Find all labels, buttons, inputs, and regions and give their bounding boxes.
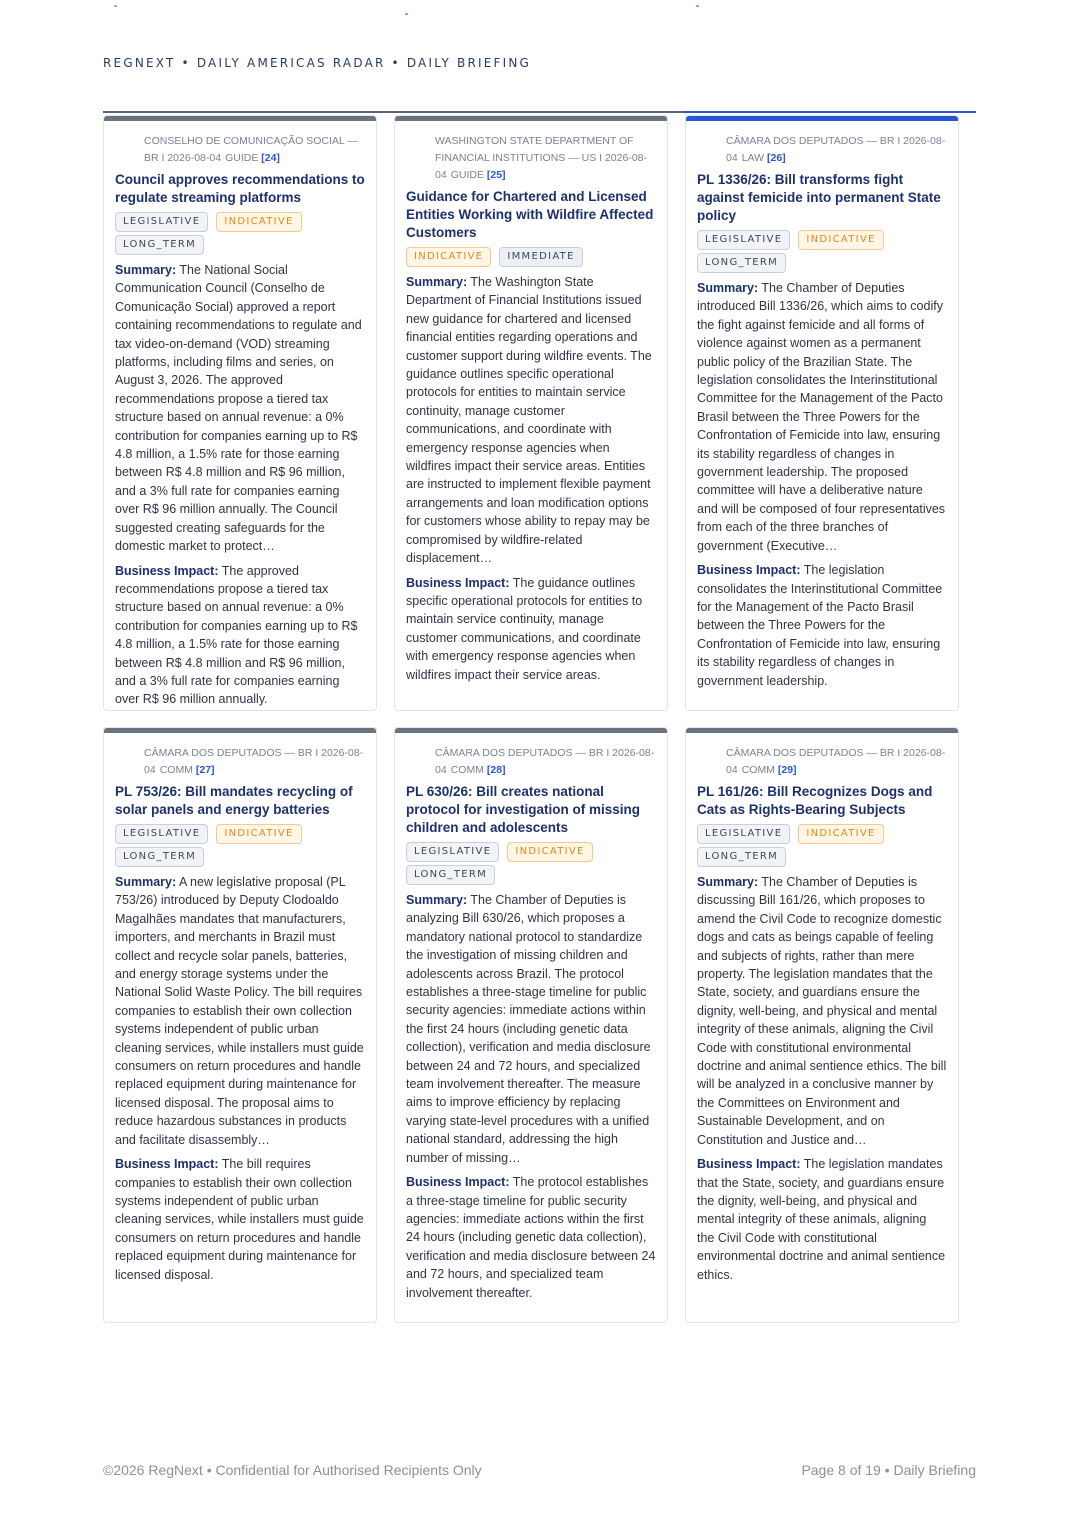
tag-legislative: LEGISLATIVE [406,842,499,862]
card-source-line [406,745,656,779]
tag-legislative: LEGISLATIVE [697,230,790,250]
impact-label: Business Impact: [115,563,219,578]
card-tags [406,247,636,267]
tag-long-term: LONG_TERM [697,847,786,867]
impact-text: The legislation mandates that the State, society, and guardians ensure the dignity, well-being, and physical and mental integrity of these animals, aligning the Civil Code with constitutional environmental doctrine and animal sentience ethics. [697,1157,946,1282]
card-source-line [697,745,947,779]
card-reference[interactable]: [27] [195,764,215,776]
summary-text: The Chamber of Deputies is analyzing Bill 630/26, which proposes a mandatory national protocol to standardize the investigation of missing children and adolescents across Brazil. The protocol establishes a three-stage timeline for public security agencies: immediate actions within the first 24 hours (including genetic data collection), verification and media disclosure between 24 and 72 hours, and specialized team involvement thereafter. The measure aims to improve efficiency by replacing varying state-level procedures with a unified national standard, addressing the high number of missing… [406,893,651,1165]
card-source-line [115,133,365,167]
summary-label: Summary: [406,275,468,289]
impact-label: Business Impact: [406,1175,510,1190]
card-type: COMM [450,764,484,776]
decorative-dot [696,5,699,7]
summary-label: Summary: [697,281,759,295]
briefing-card [103,115,377,711]
card-summary [406,891,656,1167]
impact-text: The bill requires companies to establish their own collection systems independent of public urban cleaning services, while installers must guide consumers on return procedures and handle replaced equipment during maintenance for licensed disposal. [115,1157,364,1282]
tag-long-term: LONG_TERM [115,235,204,255]
card-business-impact [697,1155,947,1284]
impact-label: Business Impact: [115,1157,219,1172]
card-business-impact [406,574,656,684]
card-summary [115,261,365,556]
card-business-impact [115,562,365,709]
impact-text: The protocol establishes a three-stage timeline for public security agencies: immediate actions within the first 24 hours (including genetic data collection), verification and media disclosure between 24 and 72 hours, and specialized team involvement thereafter. [406,1175,656,1300]
card-tags [697,824,927,867]
card-summary [697,279,947,555]
report-header: REGNEXT • DAILY AMERICAS RADAR • DAILY BRIEFING [103,56,532,70]
card-business-impact [115,1155,365,1284]
summary-text: The Chamber of Deputies is discussing Bill 161/26, which proposes to amend the Civil Code to recognize domestic dogs and cats as beings capable of feeling and subjects of rights, rather than mere property. The legislation mandates that the State, society, and guardians ensure the dignity, well-being, and physical and mental integrity of these animals, aligning the Civil Code with constitutional environmental doctrine and animal sentience ethics. The bill will be analyzed in a conclusive manner by the Committees on Environment and Sustainable Development, and on Constitution and Justice and… [697,875,947,1147]
card-tags [115,824,345,867]
impact-text: The legislation consolidates the Interinstitutional Committee for the Management of the Pacto Brasil between the Three Powers for the Confrontation of Femicide into law, ensuring its stability regardless of changes in government leadership. [697,563,943,688]
card-reference[interactable]: [24] [261,152,280,164]
tag-long-term: LONG_TERM [115,847,204,867]
tag-long-term: LONG_TERM [406,865,495,885]
tag-indicative: INDICATIVE [216,824,301,844]
card-reference[interactable]: [26] [766,152,786,164]
card-business-impact [697,561,947,690]
card-reference[interactable]: [29] [777,764,797,776]
briefing-card [685,727,959,1323]
tag-legislative: LEGISLATIVE [115,824,208,844]
card-summary [697,873,947,1149]
card-source: CONSELHO DE COMUNICAÇÃO SOCIAL — BR I 2026-08-04 [144,135,358,164]
summary-text: The Washington State Department of Financial Institutions issued new guidance for chartered and licensed financial entities regarding operations and customer support during wildfire events. The guidance outlines specific operational protocols for entities to maintain service continuity, manage customer communications, and coordinate with emergency response agencies when wildfires impact their service areas. Entities are instructed to implement flexible payment arrangements and loan modification options for customers whose ability to repay may be compromised by wildfire-related displacement… [406,275,652,566]
card-tags [406,842,636,885]
card-reference[interactable]: [28] [486,764,506,776]
summary-label: Summary: [115,875,177,889]
header-rule [103,111,976,113]
card-type: COMM [741,764,775,776]
card-type: GUIDE [450,169,484,181]
decorative-dot [114,5,117,7]
card-source-line [115,745,365,779]
briefing-card [685,115,959,711]
tag-indicative: INDICATIVE [507,842,592,862]
card-title[interactable]: PL 753/26: Bill mandates recycling of solar panels and energy batteries [115,784,353,817]
summary-text: The National Social Communication Council (Conselho de Comunicação Social) approved a report containing recommendations to regulate and tax video-on-demand (VOD) streaming platforms, including films and series, on August 3, 2026. The approved recommendations propose a tiered tax structure based on annual revenue: a 0% contribution for companies earning up to R$ 4.8 million, a 1.5% rate for those earning between R$ 4.8 million and R$ 96 million, and a 3% full rate for companies earning over R$ 96 million annually. The Council suggested creating safeguards for the domestic market to protect… [115,263,362,554]
card-tags [697,230,927,273]
impact-label: Business Impact: [406,575,510,590]
card-tags [115,212,345,255]
summary-text: The Chamber of Deputies introduced Bill 1336/26, which aims to codify the fight against femicide and all forms of violence against women as a permanent public policy of the Brazilian State. The legislation consolidates the Interinstitutional Committee for the Management of the Pacto Brasil between the Three Powers for the Confrontation of Femicide into law, ensuring its stability regardless of changes in government leadership. The proposed committee will have a deliberative nature and will be composed of four representatives from each of the three branches of government (Executive… [697,281,946,553]
card-business-impact [406,1173,656,1302]
briefing-card [394,727,668,1323]
footer-page-info: Page 8 of 19 • Daily Briefing [801,1462,976,1478]
card-title[interactable]: PL 161/26: Bill Recognizes Dogs and Cats as Rights-Bearing Subjects [697,784,933,817]
impact-text: The approved recommendations propose a tiered tax structure based on annual revenue: a 0% contribution for companies earning up to R$ 4.8 million, a 1.5% rate for those earning between R$ 4.8 million and R$ 96 million, and a 3% full rate for companies earning over R$ 96 million annually. [115,563,358,707]
tag-indicative: INDICATIVE [798,230,883,250]
summary-label: Summary: [697,875,759,889]
tag-indicative: INDICATIVE [406,247,491,267]
briefing-card [394,115,668,711]
card-source: CÂMARA DOS DEPUTADOS — BR I 2026-08-04 [726,747,946,776]
card-reference[interactable]: [25] [486,169,506,181]
briefing-card [103,727,377,1323]
card-summary [406,273,656,568]
card-source: CÂMARA DOS DEPUTADOS — BR I 2026-08-04 [435,747,655,776]
tag-indicative: INDICATIVE [798,824,883,844]
impact-text: The guidance outlines specific operational protocols for entities to maintain service continuity, manage customer communications, and coordinate with emergency response agencies when wildfires impact their service areas. [406,575,643,682]
header-rule-accent [684,111,976,113]
card-title[interactable]: PL 1336/26: Bill transforms fight against femicide into permanent State policy [697,172,941,223]
card-source: WASHINGTON STATE DEPARTMENT OF FINANCIAL INSTITUTIONS — US I 2026-08-04 [435,135,647,181]
summary-label: Summary: [115,263,177,277]
tag-immediate: IMMEDIATE [499,247,582,267]
card-source: CÂMARA DOS DEPUTADOS — BR I 2026-08-04 [144,747,364,776]
impact-label: Business Impact: [697,563,801,578]
card-title[interactable]: Council approves recommendations to regulate streaming platforms [115,172,365,205]
footer-copyright: ©2026 RegNext • Confidential for Authorised Recipients Only [103,1462,482,1478]
decorative-dot [405,13,408,15]
summary-text: A new legislative proposal (PL 753/26) introduced by Deputy Clodoaldo Magalhães mandates that manufacturers, importers, and merchants in Brazil must collect and recycle solar panels, batteries, and energy storage systems under the National Solid Waste Policy. The bill requires companies to establish their own collection systems independent of public urban cleaning services, while installers must guide consumers on return procedures and handle replaced equipment during maintenance for licensed disposal. The proposal aims to reduce hazardous substances in products and facilitate disassembly… [115,875,364,1147]
impact-label: Business Impact: [697,1157,801,1172]
tag-legislative: LEGISLATIVE [697,824,790,844]
card-summary [115,873,365,1149]
card-source-line [406,133,656,184]
card-title[interactable]: PL 630/26: Bill creates national protocol for investigation of missing children and adolescents [406,784,641,835]
tag-legislative: LEGISLATIVE [115,212,208,232]
tag-long-term: LONG_TERM [697,253,786,273]
card-type: COMM [159,764,193,776]
card-source-line [697,133,947,167]
card-type: LAW [741,152,765,164]
tag-indicative: INDICATIVE [216,212,301,232]
card-type: GUIDE [225,152,259,164]
card-title[interactable]: Guidance for Chartered and Licensed Entities Working with Wildfire Affected Customers [406,189,654,240]
summary-label: Summary: [406,893,468,907]
card-source: CÂMARA DOS DEPUTADOS — BR I 2026-08-04 [726,135,946,164]
